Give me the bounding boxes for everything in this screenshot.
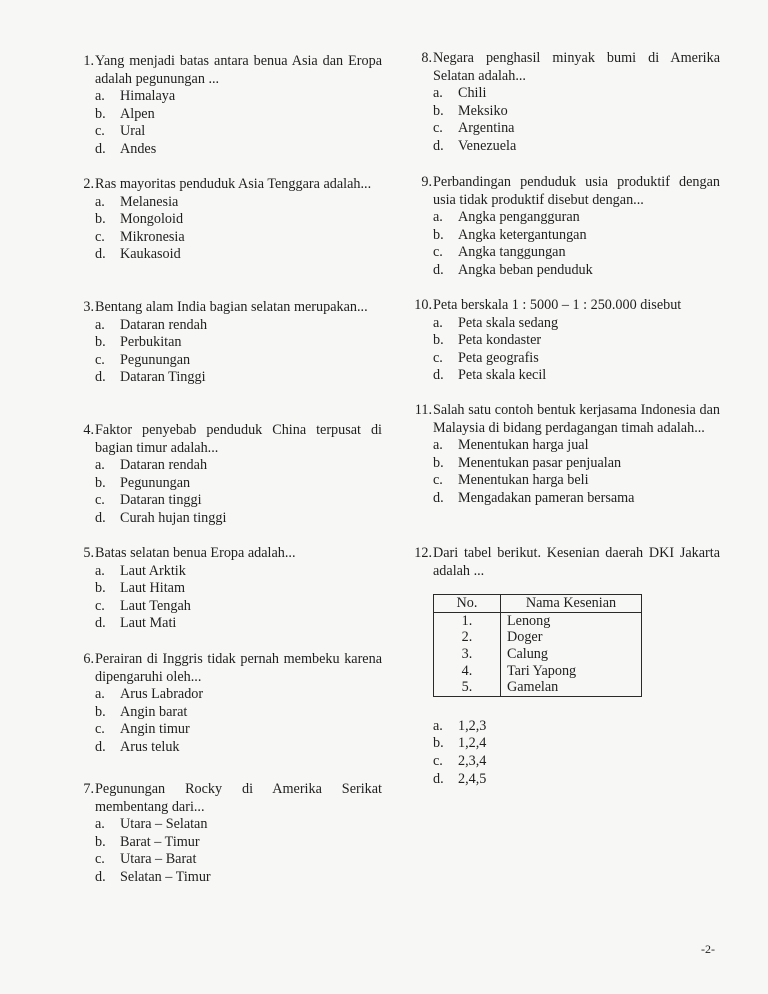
options-list xyxy=(95,686,382,756)
option-a: a. 1,2,3 xyxy=(433,717,487,734)
table-cell-kesenian: Lenong xyxy=(501,612,642,629)
table-header-kesenian: Nama Kesenian xyxy=(501,595,642,613)
option-c: c. Argentina xyxy=(433,120,515,137)
table-row xyxy=(434,663,642,680)
option-b: b. Barat – Timur xyxy=(95,833,200,850)
question-9 xyxy=(400,174,720,280)
question-number: 9. xyxy=(421,174,432,190)
table-cell-no: 2. xyxy=(434,629,501,646)
table-cell-no: 4. xyxy=(434,663,501,680)
option-a: a. Laut Arktik xyxy=(95,562,186,579)
option-a: a. Angka pengangguran xyxy=(433,209,580,226)
question-12 xyxy=(400,545,720,788)
option-d: d. Peta skala kecil xyxy=(433,367,547,384)
question-text: Salah satu contoh bentuk kerjasama Indonesia dan Malaysia di bidang perdagangan timah adalah... xyxy=(433,402,720,436)
table-row xyxy=(434,646,642,663)
table-row xyxy=(434,679,642,696)
question-number: 4. xyxy=(83,422,94,438)
table-row xyxy=(434,629,642,646)
option-d: d. Angka beban penduduk xyxy=(433,261,593,278)
option-c: c. Mikronesia xyxy=(95,228,185,245)
option-d: d. Laut Mati xyxy=(95,615,177,632)
question-text: Faktor penyebab penduduk China terpusat di bagian timur adalah... xyxy=(95,422,382,456)
question-6 xyxy=(62,651,382,757)
option-b: b. Perbukitan xyxy=(95,334,182,351)
option-a: a. Arus Labrador xyxy=(95,686,204,703)
options-list xyxy=(433,209,720,279)
options-list xyxy=(433,437,720,507)
table-cell-kesenian: Doger xyxy=(501,629,642,646)
option-c: c. Dataran tinggi xyxy=(95,492,202,509)
question-1 xyxy=(62,53,382,159)
table-cell-no: 5. xyxy=(434,679,501,696)
option-d: d. Arus teluk xyxy=(95,738,180,755)
question-text: Peta berskala 1 : 5000 – 1 : 250.000 disebut xyxy=(433,297,682,313)
options-list xyxy=(433,718,720,788)
table-header-no: No. xyxy=(434,595,501,613)
table-header-row xyxy=(434,595,642,613)
question-text: Batas selatan benua Eropa adalah... xyxy=(95,545,296,561)
option-d: d. Venezuela xyxy=(433,137,517,154)
option-b: b. Alpen xyxy=(95,105,155,122)
question-number: 1. xyxy=(83,53,94,69)
question-text: Negara penghasil minyak bumi di Amerika Selatan adalah... xyxy=(433,50,720,84)
option-d: d. Andes xyxy=(95,140,157,157)
option-a: a. Peta skala sedang xyxy=(433,314,559,331)
question-number: 3. xyxy=(83,299,94,315)
option-b: b. Angin barat xyxy=(95,703,188,720)
option-b: b. Menentukan pasar penjualan xyxy=(433,454,622,471)
option-a: a. Himalaya xyxy=(95,88,176,105)
option-b: b. Mongoloid xyxy=(95,211,184,228)
option-a: a. Chili xyxy=(433,85,487,102)
option-c: c. Peta geografis xyxy=(433,349,539,366)
question-10 xyxy=(400,297,720,385)
table-cell-kesenian: Tari Yapong xyxy=(501,663,642,680)
kesenian-table xyxy=(433,594,642,697)
option-a: a. Menentukan harga jual xyxy=(433,437,589,454)
table-cell-no: 3. xyxy=(434,646,501,663)
option-a: a. Dataran rendah xyxy=(95,457,208,474)
question-4 xyxy=(62,422,382,528)
question-text: Pegunungan Rocky di Amerika Serikat membentang dari... xyxy=(95,781,382,815)
page-number: -2- xyxy=(701,942,715,956)
question-number: 7. xyxy=(83,781,94,797)
option-b: b. 1,2,4 xyxy=(433,735,487,752)
options-list xyxy=(95,194,382,264)
option-b: b. Laut Hitam xyxy=(95,580,186,597)
table-cell-no: 1. xyxy=(434,612,501,629)
question-number: 6. xyxy=(83,651,94,667)
question-text: Perbandingan penduduk usia produktif dengan usia tidak produktif disebut dengan... xyxy=(433,174,720,208)
question-8 xyxy=(400,50,720,156)
option-d: d. Selatan – Timur xyxy=(95,868,211,885)
table-cell-kesenian: Gamelan xyxy=(501,679,642,696)
option-b: b. Meksiko xyxy=(433,102,508,119)
question-text: Bentang alam India bagian selatan merupakan... xyxy=(95,299,368,315)
option-d: d. Curah hujan tinggi xyxy=(95,509,227,526)
table-cell-kesenian: Calung xyxy=(501,646,642,663)
question-text: Dari tabel berikut. Kesenian daerah DKI Jakarta adalah ... xyxy=(433,545,720,579)
question-7 xyxy=(62,781,382,887)
option-b: b. Peta kondaster xyxy=(433,332,542,349)
question-5 xyxy=(62,545,382,633)
option-b: b. Angka ketergantungan xyxy=(433,226,587,243)
option-c: c. Ural xyxy=(95,123,146,140)
question-2 xyxy=(62,176,382,264)
option-c: c. Utara – Barat xyxy=(95,851,197,868)
options-list xyxy=(95,563,382,633)
question-number: 2. xyxy=(83,176,94,192)
option-c: c. Angka tanggungan xyxy=(433,244,566,261)
option-a: a. Utara – Selatan xyxy=(95,816,208,833)
options-list xyxy=(95,457,382,527)
options-list xyxy=(95,88,382,158)
option-b: b. Pegunungan xyxy=(95,474,191,491)
option-d: d. Dataran Tinggi xyxy=(95,369,206,386)
question-3 xyxy=(62,299,382,387)
option-d: d. 2,4,5 xyxy=(433,770,487,787)
option-c: c. Angin timur xyxy=(95,721,190,738)
question-text: Perairan di Inggris tidak pernah membeku karena dipengaruhi oleh... xyxy=(95,651,382,685)
option-d: d. Mengadakan pameran bersama xyxy=(433,489,635,506)
question-number: 10. xyxy=(414,297,432,313)
table-row xyxy=(434,612,642,629)
question-text: Ras mayoritas penduduk Asia Tenggara adalah... xyxy=(95,176,372,192)
option-c: c. 2,3,4 xyxy=(433,752,487,769)
option-a: a. Dataran rendah xyxy=(95,316,208,333)
options-list xyxy=(433,85,720,155)
question-number: 11. xyxy=(414,402,432,418)
option-c: c. Laut Tengah xyxy=(95,597,191,614)
question-number: 5. xyxy=(83,545,94,561)
options-list xyxy=(95,816,382,886)
option-d: d. Kaukasoid xyxy=(95,246,181,263)
options-list xyxy=(95,317,382,387)
question-number: 8. xyxy=(421,50,432,66)
option-c: c. Menentukan harga beli xyxy=(433,472,589,489)
option-a: a. Melanesia xyxy=(95,193,179,210)
options-list xyxy=(433,315,720,385)
option-c: c. Pegunungan xyxy=(95,351,191,368)
question-text: Yang menjadi batas antara benua Asia dan Eropa adalah pegunungan ... xyxy=(95,53,382,87)
question-number: 12. xyxy=(414,545,432,561)
question-11 xyxy=(400,402,720,508)
